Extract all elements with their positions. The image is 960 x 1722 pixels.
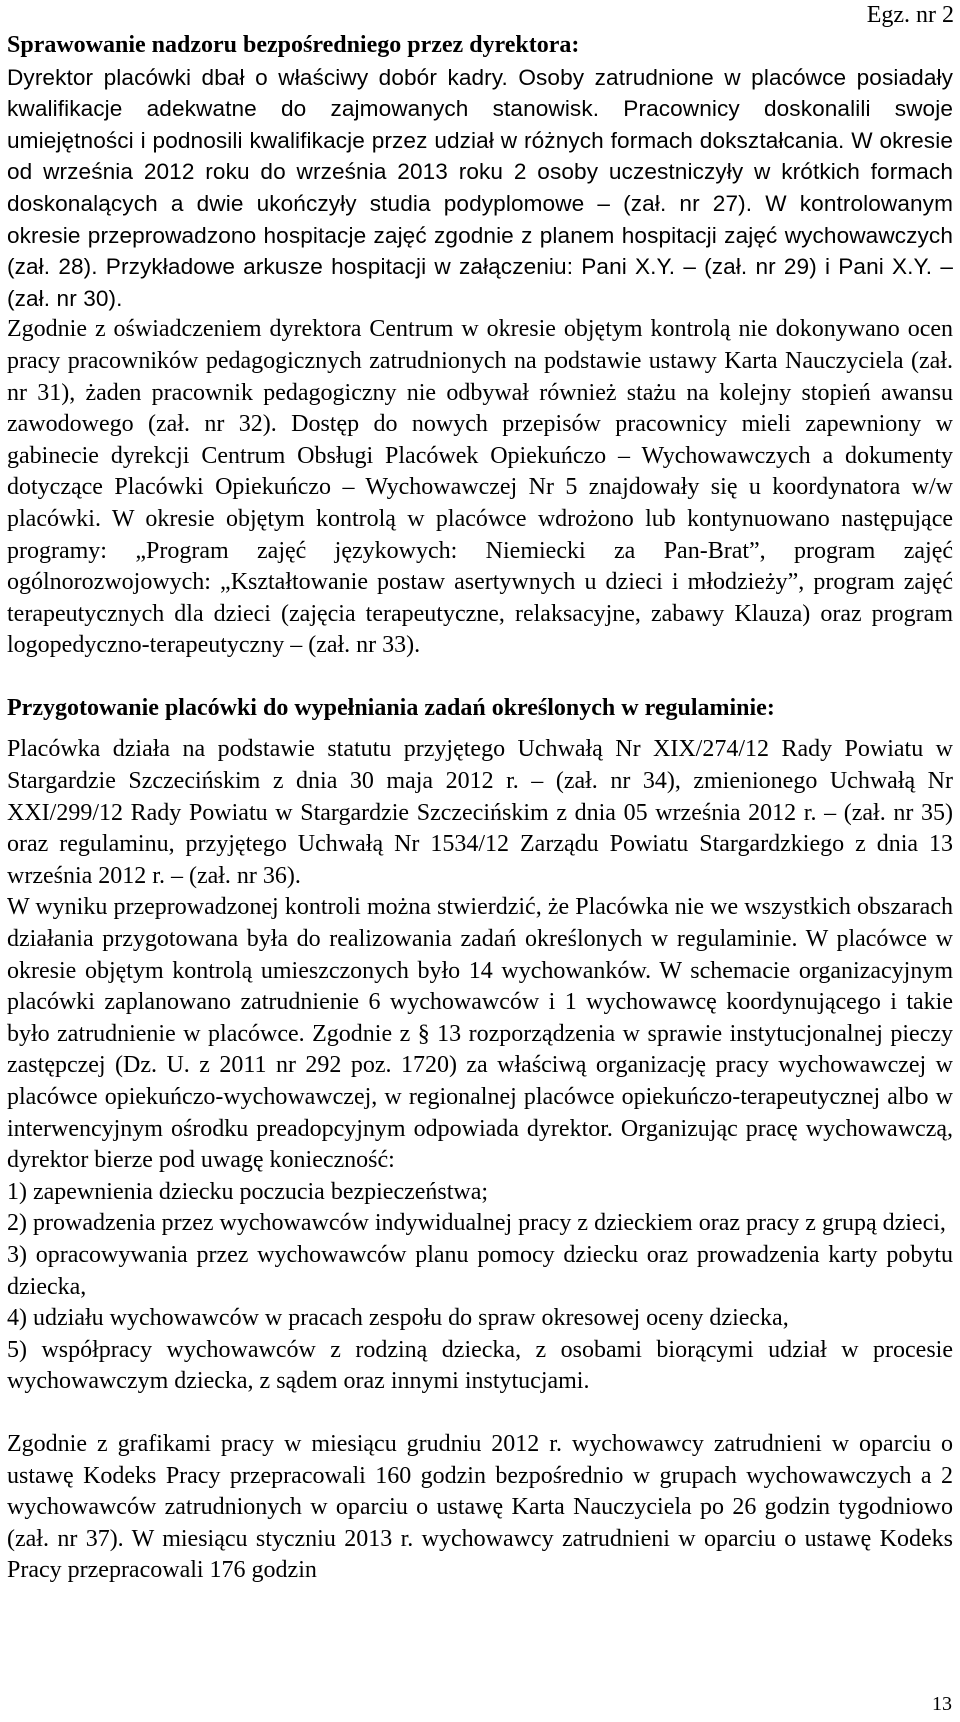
paragraph-control-result: W wyniku przeprowadzonej kontroli można stwierdzić, że Placówka nie we wszystkich obszarach działania przygotowana była do realizowania zadań określonych w regulaminie. W placówce w okresie objętym kontrolą umieszczonych było 14 wychowanków. W schemacie organizacyjnym placówki zaplanowano zatrudnienie 6 wychowawców i 1 wychowawcę koordynującego i takie było zatrudnienie w placówce. Zgodnie z § 13 rozporządzenia w sprawie instytucjonalnej pieczy zastępczej (Dz. U. z 2011 nr 292 poz. 1720) za właściwą organizację pracy wychowawczej w placówce opiekuńczo-wychowawczej, w regionalnej placówce opiekuńczo-terapeutycznej albo w interwencyjnym ośrodku preadopcyjnym odpowiada dyrektor. Organizując pracę wychowawczą, dyrektor bierze pod uwagę konieczność: xyxy=(7,894,953,1174)
director-duties-list xyxy=(7,1177,953,1398)
paragraph-supervision-staff: Dyrektor placówki dbał o właściwy dobór kadry. Osoby zatrudnione w placówce posiadały kwalifikacje adekwatne do zajmowanych stanowisk. Pracownicy doskonalili swoje umiejętności i podnosili kwalifikacje przez udział w różnych formach dokształcania. W okresie od września 2012 roku do września 2013 roku 2 osoby uczestniczyły w krótkich formach doskonalących a dwie ukończyły studia podyplomowe – (zał. nr 27). W kontrolowanym okresie przeprowadzono hospitacje zajęć zgodnie z planem hospitacji zajęć wychowawczych (zał. 28). Przykładowe arkusze hospitacji w załączeniu: Pani X.Y. – (zał. nr 29) i Pani X.Y. – (zał. nr 30). xyxy=(7,64,953,311)
paragraph-spacer xyxy=(7,1398,953,1429)
heading-spacer xyxy=(7,724,953,734)
paragraph-statute: Placówka działa na podstawie statutu przyjętego Uchwałą Nr XIX/274/12 Rady Powiatu w Stargardzie Szczecińskim z dnia 30 maja 2012 r. – (zał. nr 34), zmienionego Uchwałą Nr XXI/299/12 Rady Powiatu w Stargardzie Szczecińskim z dnia 05 września 2012 r. – (zał. nr 35) oraz regulaminu, przyjętego Uchwałą Nr 1534/12 Zarządu Powiatu Stargardzkiego z dnia 13 września 2012 r. – (zał. nr 36). xyxy=(7,736,953,889)
list-item: 3) opracowywania przez wychowawców planu pomocy dziecku oraz prowadzenia karty pobytu dziecka, xyxy=(7,1241,953,1300)
section-spacer xyxy=(7,662,953,693)
list-item: 1) zapewnienia dziecku poczucia bezpieczeństwa; xyxy=(7,1178,489,1205)
paragraph-supervision-evaluation: Zgodnie z oświadczeniem dyrektora Centrum w okresie objętym kontrolą nie dokonywano ocen pracy pracowników pedagogicznych zatrudnionych na podstawie ustawy Karta Nauczyciela (zał. nr 31), żaden pracownik pedagogiczny nie odbywał również stażu na kolejny stopień awansu zawodowego (zał. nr 32). Dostęp do nowych przepisów pracownicy mieli zapewniony w gabinecie dyrekcji Centrum Obsługi Placówek Opiekuńczo – Wychowawczych a dokumenty dotyczące Placówki Opiekuńczo – Wychowawczej Nr 5 znajdowały się u koordynatora w/w placówki. W okresie objętym kontrolą w placówce wdrożono lub kontynuowano następujące programy: „Program zajęć językowych: Niemiecki za Pan-Brat”, program zajęć ogólnorozwojowych: „Kształtowanie postaw asertywnych u dzieci i młodzieży”, program zajęć terapeutycznych dla dzieci (zajęcia terapeutyczne, relaksacyjne, zabawy Klauza) oraz program logopedyczno-terapeutyczny – (zał. nr 33). xyxy=(7,316,953,659)
section-heading-preparation: Przygotowanie placówki do wypełniania zadań określonych w regulaminie: xyxy=(7,694,775,721)
copy-number-label: Egz. nr 2 xyxy=(866,2,954,28)
paragraph-work-schedule: Zgodnie z grafikami pracy w miesiącu grudniu 2012 r. wychowawcy zatrudnieni w oparciu o ustawę Kodeks Pracy przepracowali 160 godzin bezpośrednio w grupach wychowawczych a 2 wychowawców zatrudnionych w oparciu o ustawę Karta Nauczyciela po 26 godzin tygodniowo (zał. nr 37). W miesiącu styczniu 2013 r. wychowawcy zatrudnieni w oparciu o ustawę Kodeks Pracy przepracowali 176 godzin xyxy=(7,1430,953,1584)
list-item: 5) współpracy wychowawców z rodziną dziecka, z osobami biorącymi udział w procesie wychowawczym dziecka, z sądem oraz innymi instytucjami. xyxy=(7,1336,953,1395)
page-number: 13 xyxy=(932,1693,952,1715)
document-body xyxy=(7,30,953,1587)
list-item: 2) prowadzenia przez wychowawców indywidualnej pracy z dzieckiem oraz pracy z grupą dzieci, xyxy=(7,1210,946,1237)
section-heading-supervision: Sprawowanie nadzoru bezpośredniego przez dyrektora: xyxy=(7,32,580,58)
list-item: 4) udziału wychowawców w pracach zespołu do spraw okresowej oceny dziecka, xyxy=(7,1305,789,1332)
